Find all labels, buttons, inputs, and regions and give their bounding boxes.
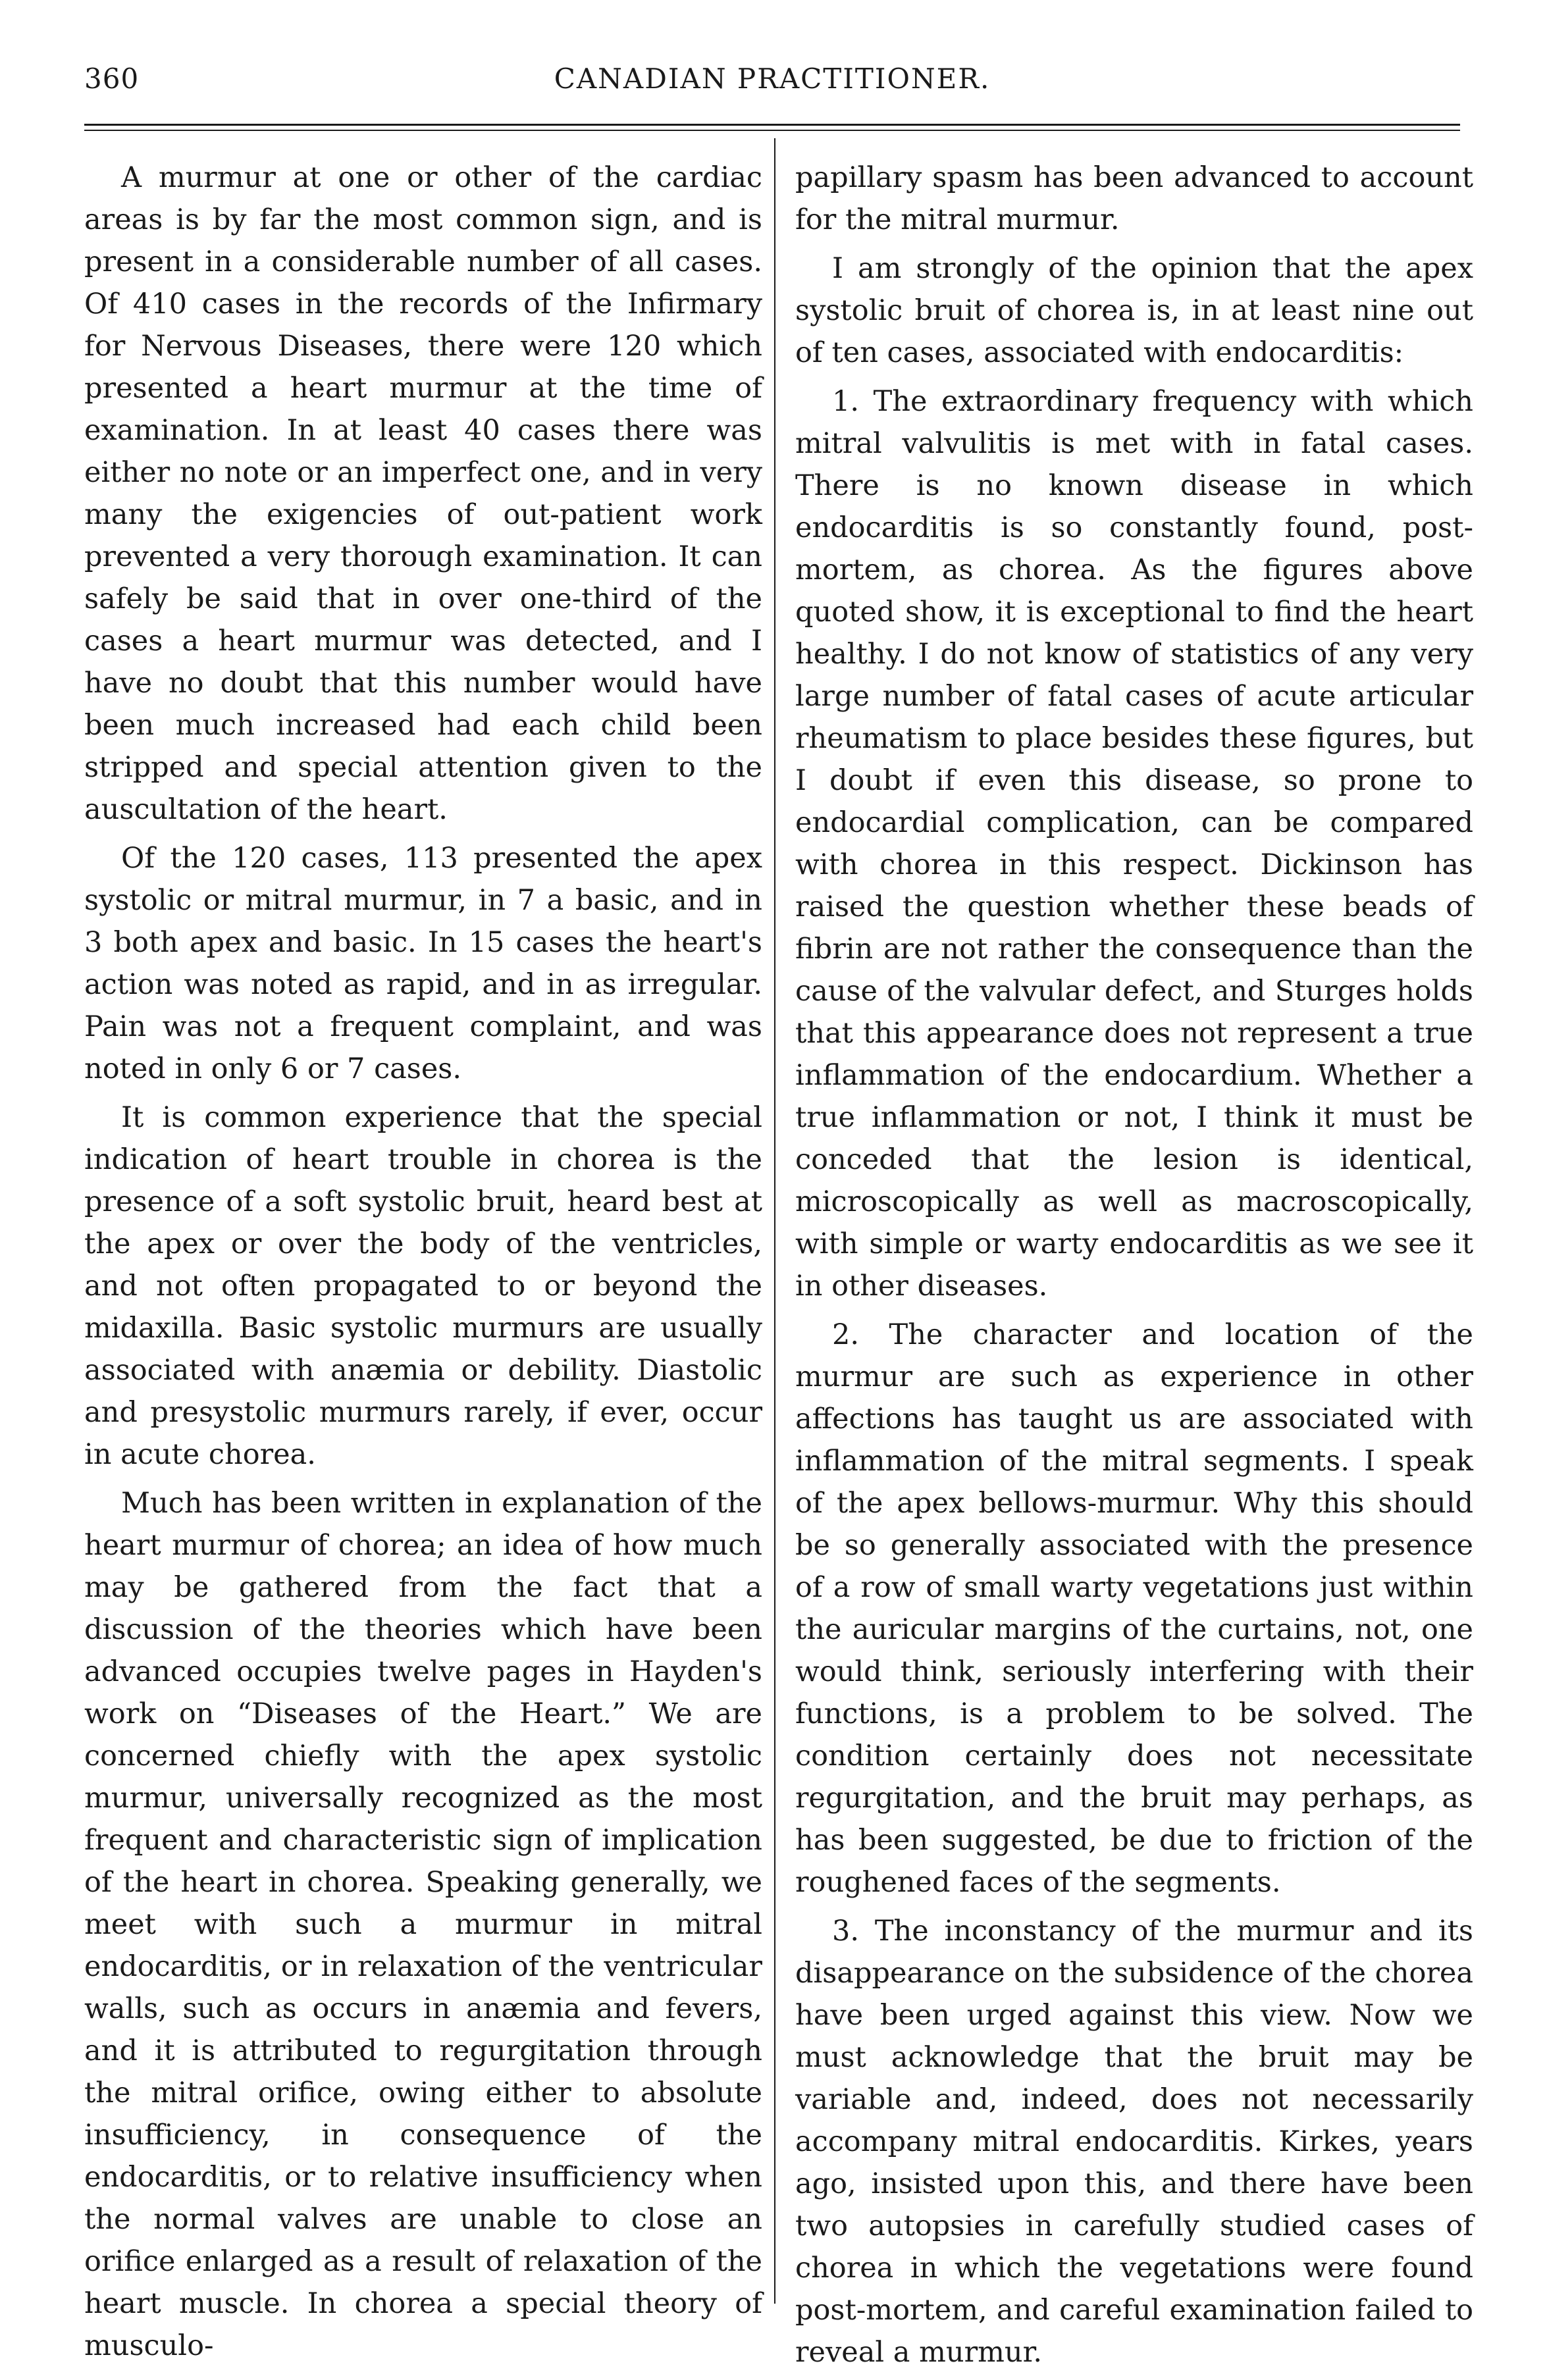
header-rule-thick [84, 124, 1460, 126]
paragraph-continued: papillary spasm has been advanced to account for the mitral murmur. [795, 161, 1473, 236]
right-column [795, 157, 1473, 2380]
paragraph: I am strongly of the opinion that the apex systolic bruit of chorea is, in at least nine out of ten cases, associated with endocarditis: [795, 252, 1473, 369]
header-rule-thin [84, 130, 1460, 131]
paragraph: Much has been written in explanation of the heart murmur of chorea; an idea of how much may be gathered from the fact that a discussion of the theories which have been advanced occupies twelve pages in Hayden's work on “Diseases of the Heart.” We are concerned chiefly with the apex systolic murmur, universally recognized as the most frequent and characteristic sign of implication of the heart in chorea. Speaking generally, we meet with such a murmur in mitral endocarditis, or in relaxation of the ventricular walls, such as occurs in anæmia and fevers, and it is attributed to regurgitation through the mitral orifice, owing either to absolute insufficiency, in consequence of the endocarditis, or to relative insufficiency when the normal valves are unable to close an orifice enlarged as a result of relaxation of the heart muscle. In chorea a special theory of musculo- [84, 1487, 762, 2362]
paragraph: A murmur at one or other of the cardiac areas is by far the most common sign, and is present in a considerable number of all cases. Of 410 cases in the records of the Infirmary for Nervous Diseases, there were 120 which presented a heart murmur at the time of examination. In at least 40 cases there was either no note or an imperfect one, and in very many the exigencies of out-patient work prevented a very thorough examination. It can safely be said that in over one-third of the cases a heart murmur was detected, and I have no doubt that this number would have been much increased had each child been stripped and special attention given to the auscultation of the heart. [84, 161, 762, 826]
left-column [84, 157, 762, 2373]
column-divider [774, 138, 775, 2304]
paragraph: It is common experience that the special indication of heart trouble in chorea is the presence of a soft systolic bruit, heard best at the apex or over the body of the ventricles, and not often propagated to or beyond the midaxilla. Basic systolic murmurs are usually associated with anæmia or debility. Diastolic and presystolic murmurs rarely, if ever, occur in acute chorea. [84, 1101, 762, 1471]
running-head [84, 63, 1460, 109]
journal-title: CANADIAN PRACTITIONER. [554, 63, 991, 95]
paragraph: 2. The character and location of the murmur are such as experience in other affections has taught us are associated with inflammation of the mitral segments. I speak of the apex bellows-murmur. Why this should be so generally associated with the presence of a row of small warty vegetations just within the auricular margins of the curtains, not, one would think, seriously interfering with their functions, is a problem to be solved. The condition certainly does not necessitate regurgitation, and the bruit may perhaps, as has been suggested, be due to friction of the roughened faces of the segments. [795, 1318, 1473, 1899]
paragraph: 1. The extraordinary frequency with which mitral valvulitis is met with in fatal cases. There is no known disease in which endocarditis is so constantly found, post-mortem, as chorea. As the figures above quoted show, it is exceptional to find the heart healthy. I do not know of statistics of any very large number of fatal cases of acute articular rheumatism to place besides these figures, but I doubt if even this disease, so prone to endocardial complication, can be compared with chorea in this respect. Dickinson has raised the question whether these beads of fibrin are not rather the consequence than the cause of the valvular defect, and Sturges holds that this appearance does not represent a true inflammation of the endocardium. Whether a true inflammation or not, I think it must be conceded that the lesion is identical, microscopically as well as macroscopically, with simple or warty endocarditis as we see it in other diseases. [795, 385, 1473, 1303]
paragraph: Of the 120 cases, 113 presented the apex systolic or mitral murmur, in 7 a basic, and in 3 both apex and basic. In 15 cases the heart's action was noted as rapid, and in as irregular. Pain was not a frequent complaint, and was noted in only 6 or 7 cases. [84, 842, 762, 1085]
paragraph: 3. The inconstancy of the murmur and its disappearance on the subsidence of the chorea have been urged against this view. Now we must acknowledge that the bruit may be variable and, indeed, does not necessarily accompany mitral endocarditis. Kirkes, years ago, insisted upon this, and there have been two autopsies in carefully studied cases of chorea in which the vegetations were found post-mortem, and careful examination failed to reveal a murmur. [795, 1915, 1473, 2369]
page-number: 360 [84, 63, 140, 95]
